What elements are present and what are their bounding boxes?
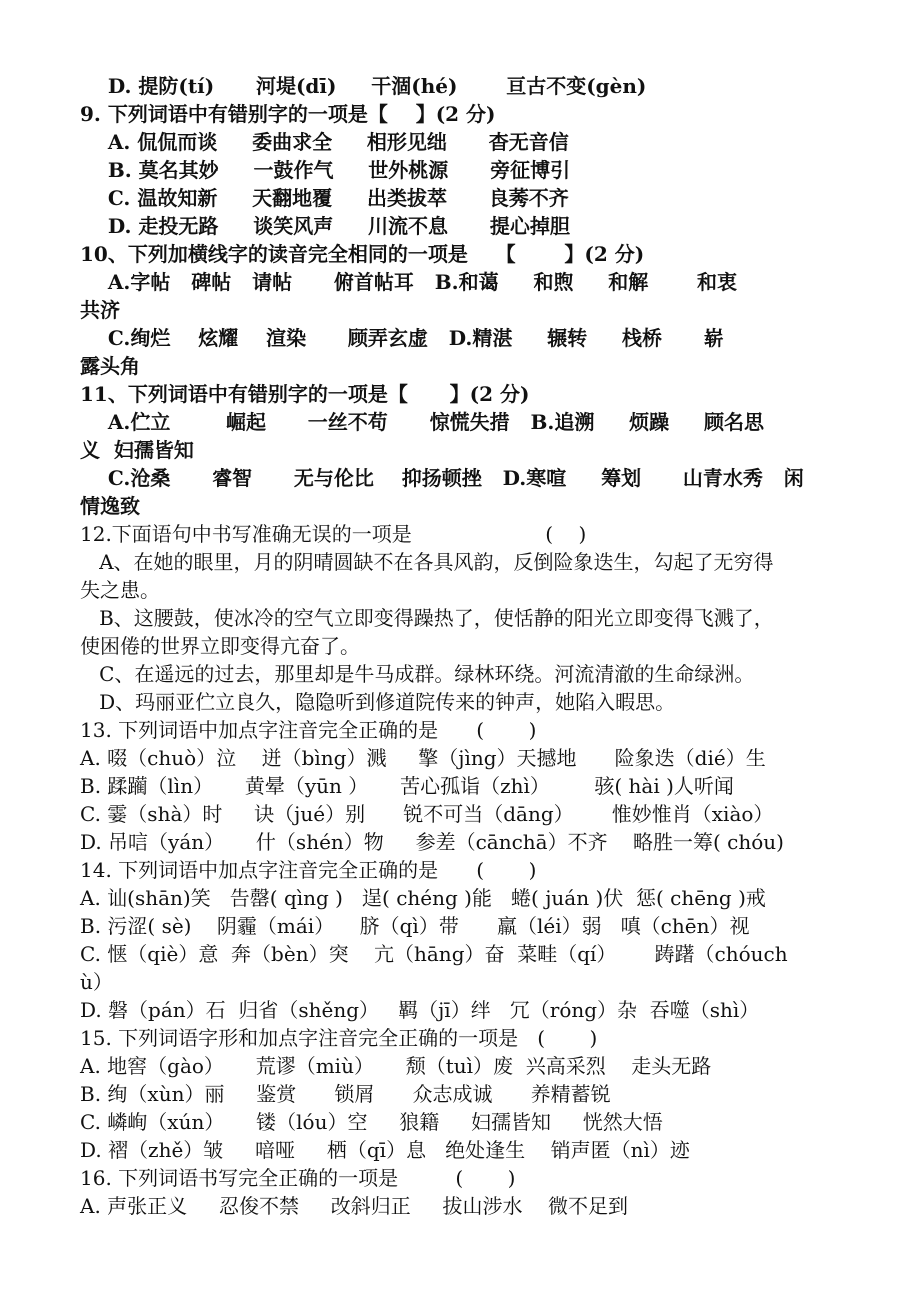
q14-option-c-cont: ù）	[80, 970, 113, 994]
q10-option-d-cont: 露头角	[80, 354, 140, 378]
q13-option-b: B. 蹂躏（lìn） 黄晕（yūn ） 苦心孤诣（zhì） 骇( hài )人听闻	[80, 774, 734, 798]
q10-option-b-cont: 共济	[80, 298, 120, 322]
q15-option-a: A. 地窖（gào） 荒谬（miù） 颓（tuì）废 兴高采烈 走头无路	[80, 1054, 712, 1078]
q15-option-b: B. 绚（xùn）丽 鉴赏 锁屑 众志成诚 养精蓄锐	[80, 1082, 611, 1106]
q9-stem: 9. 下列词语中有错别字的一项是【 】(2 分)	[80, 102, 496, 126]
q11-option-d-cont: 情逸致	[80, 494, 140, 518]
q14-option-c: C. 惬（qiè）意 奔（bèn）突 亢（hāng）奋 菜畦（qí） 踌躇（chóuch	[80, 942, 788, 966]
q10-option-cd: C.绚烂 炫耀 渲染 顾弄玄虚 D.精湛 辗转 栈桥 崭	[80, 326, 724, 350]
q14-option-d: D. 磐（pán）石 归省（shěng） 羁（jī）绊 冗（róng）杂 吞噬（shì）	[80, 998, 760, 1022]
q13-option-c: C. 霎（shà）时 诀（jué）别 锐不可当（dāng） 惟妙惟肖（xiào）	[80, 802, 774, 826]
q12-stem: 12.下面语句中书写准确无误的一项是 ( )	[80, 522, 587, 546]
q13-option-d: D. 吊唁（yán） 什（shén）物 参差（cānchā）不齐 略胜一筹( chóu)	[80, 830, 784, 854]
q14-option-b: B. 污涩( sè) 阴霾（mái） 脐（qì）带 羸（léi）弱 嗔（chēn）视	[80, 914, 750, 938]
q15-option-c: C. 嶙峋（xún） 镂（lóu）空 狼籍 妇孺皆知 恍然大悟	[80, 1110, 663, 1134]
q10-stem: 10、下列加横线字的读音完全相同的一项是 【 】(2 分)	[80, 242, 645, 266]
q13-option-a: A. 啜（chuò）泣 迸（bìng）溅 擎（jìng）天撼地 险象迭（dié）生	[80, 746, 766, 770]
q12-option-c: C、在遥远的过去，那里却是牛马成群。绿林环绕。河流清澈的生命绿洲。	[80, 662, 755, 686]
q16-stem: 16. 下列词语书写完全正确的一项是 ( )	[80, 1166, 516, 1190]
q9-option-c: C. 温故知新 天翻地覆 出类拔萃 良莠不齐	[80, 186, 569, 210]
q9-option-b: B. 莫名其妙 一鼓作气 世外桃源 旁征博引	[80, 158, 571, 182]
q12-option-d: D、玛丽亚伫立良久，隐隐听到修道院传来的钟声，她陷入暇思。	[80, 690, 676, 714]
q12-option-b: B、这腰鼓，使冰冷的空气立即变得躁热了，使恬静的阳光立即变得飞溅了，	[80, 606, 774, 630]
q11-option-b-cont: 义 妇孺皆知	[80, 438, 194, 462]
q14-option-a: A. 讪(shān)笑 告罄( qìng ) 逞( chéng )能 蜷( juán )伏 惩( chēng )戒	[80, 886, 766, 910]
q12-option-a: A、在她的眼里，月的阴晴圆缺不在各具风韵，反倒险象迭生，勾起了无穷得	[80, 550, 774, 574]
q15-stem: 15. 下列词语字形和加点字注音完全正确的一项是 ( )	[80, 1026, 598, 1050]
q9-option-a: A. 侃侃而谈 委曲求全 相形见绌 杳无音信	[80, 130, 569, 154]
q12-option-b-cont: 使困倦的世界立即变得亢奋了。	[80, 634, 360, 658]
q13-stem: 13. 下列词语中加点字注音完全正确的是 ( )	[80, 718, 537, 742]
q15-option-d: D. 褶（zhě）皱 喑哑 栖（qī）息 绝处逢生 销声匿（nì）迹	[80, 1138, 690, 1162]
q8-option-d: D. 提防(tí) 河堤(dī) 干涸(hé) 亘古不变(gèn)	[80, 74, 647, 98]
q14-stem: 14. 下列词语中加点字注音完全正确的是 ( )	[80, 858, 537, 882]
q12-option-a-cont: 失之患。	[80, 578, 160, 602]
q11-option-cd: C.沧桑 睿智 无与伦比 抑扬顿挫 D.寒喧 筹划 山青水秀 闲	[80, 466, 804, 490]
q11-option-ab: A.伫立 崛起 一丝不苟 惊慌失措 B.追溯 烦躁 顾名思	[80, 410, 764, 434]
q16-option-a: A. 声张正义 忍俊不禁 改斜归正 拔山涉水 微不足到	[80, 1194, 628, 1218]
q11-stem: 11、下列词语中有错别字的一项是【 】(2 分)	[80, 382, 530, 406]
q9-option-d: D. 走投无路 谈笑风声 川流不息 提心掉胆	[80, 214, 570, 238]
q10-option-ab: A.字帖 碑帖 请帖 俯首帖耳 B.和蔼 和煦 和解 和衷	[80, 270, 738, 294]
